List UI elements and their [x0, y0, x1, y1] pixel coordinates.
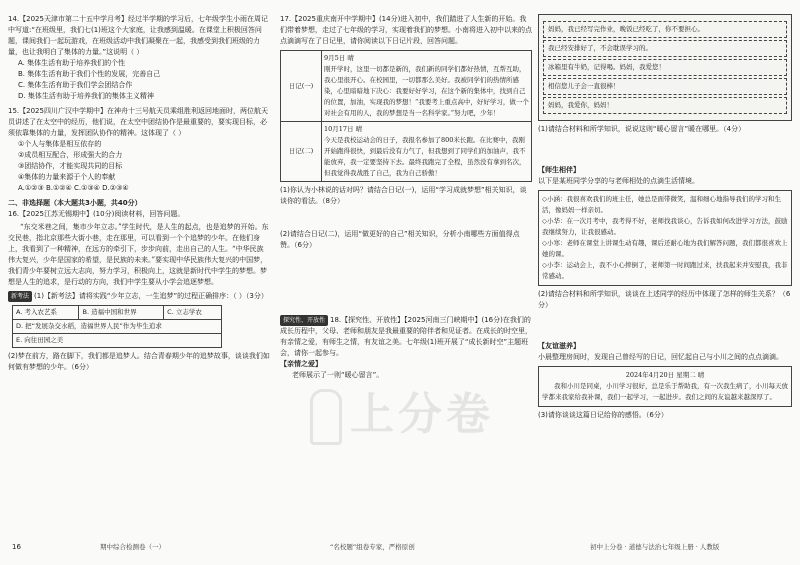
q16-sub2: (2)梦在前方，路在脚下，我们都是追梦人。结合青春期少年的追梦故事，谈谈我们如何做有梦想的少年。（6分）: [8, 352, 270, 371]
q15-answers: A.①②③ B.①②④ C.①③④ D.②③④: [18, 184, 129, 192]
qinqing-intro: 老师展示了一则“暖心留言”。: [292, 371, 384, 379]
page-number: 16: [12, 543, 21, 551]
q18-sub1: (1)请结合材料和所学知识，说说这则“暖心留言”暖在哪里。（4分）: [538, 125, 746, 133]
shangfen-watermark: 上分卷: [310, 378, 500, 448]
note-line: 我已经安排好了，不会耽误学习的。: [543, 40, 787, 57]
q15-item-1: ①个人与集体是相互依存的: [18, 140, 102, 148]
diary2-text: 今天是我校运动会的日子，我报名参加了800米长跑。在比赛中，我刚开始跑得很快，到最后没有力气了，但我想到了同学们的加油声，我不能放弃，我一定要坚持下去。最终我跑完了全程，虽然没有拿到名次，但我觉得我战胜了自己，我为自己骄傲！: [324, 136, 526, 177]
q18-stem: 探究性、开放性 18.【探究性、开放性】【2025河南三门峡期中】(16分)在我们的成长历程中，父母、老师和朋友是我最重要的陪伴者和见证者。在成长的时空里，有亲情之爱，有师生之情，有友谊之美。七年级(1)班开展了“成长新时空”主题班会，请你一起参与。: [280, 316, 532, 357]
q17-sub1: (1)你认为小林说的话对吗？请结合日记(一)，运用“学习成就梦想”相关知识，谈谈你的看法。（8分）: [280, 186, 527, 205]
q15-item-2: ②成员相互配合，形成强大的合力: [18, 151, 123, 159]
list-item: ◇小寒：老师在课堂上讲课生动有趣，课后还耐心地为我们解答问题，我们都很喜欢上她的课。: [542, 239, 788, 258]
q14-option-c: C. 集体生活有助于我们学会团结合作: [18, 81, 133, 89]
youyi-label: 【友谊滋养】: [538, 342, 580, 350]
open-question-badge: 探究性、开放性: [280, 315, 328, 326]
column-left: [8, 14, 270, 373]
footer-left: 期中综合检测卷（一）: [100, 543, 165, 551]
column-middle: [280, 14, 532, 381]
note-line: 冰箱里有牛奶，记得喝。妈妈，我爱您！: [543, 59, 787, 76]
table-row: [281, 51, 532, 122]
footer-middle: “名校题”组卷专家，严格原创: [330, 543, 415, 551]
note-line: 妈妈，我爱你，妈妈！: [543, 97, 787, 114]
note-line: 相信您儿子会一直很棒！: [543, 78, 787, 95]
question-18: [280, 315, 532, 381]
diary1-date: 9月5日 晴: [324, 54, 354, 62]
table-row: [281, 122, 532, 182]
table-row: [13, 306, 222, 320]
shisheng-intro: 以下是某班同学分享的与老师相处的点滴生活情境。: [538, 177, 699, 185]
question-15: [8, 106, 270, 194]
shisheng-label: 【师生相伴】: [538, 166, 580, 174]
q17-stem: 17.【2025重庆南开中学期中】(14分)进入初中，我们踏进了人生新的开始。我们带着梦想，走过了七年级的学习，实现着我们的梦想。小南将进入初中以来的点点滴滴写在了日记里，请你阅读以下日记片段，回答问题。: [280, 15, 532, 45]
q17-sub2: (2)请结合日记(二)，运用“做更好的自己”相关知识，分析小南哪些方面值得点赞。（6分）: [280, 230, 520, 249]
diary1-text: 刚开学时，这里一切都是新的，我们新的同学们都好热情，互帮互助，我心里很开心。在校园里，一切都那么美好。我被同学们的热情所感染，心里暗暗地下决心：我要好好学习，在这个新的集体中，找到自己的位置，加油，实现我的梦想！“我要考上重点高中，好好学习，做一个对社会有用的人，我的梦想是当一名科学家。”努力吧，少年！: [324, 65, 529, 117]
question-17: [280, 14, 532, 251]
section-2-title: 二、非选择题（本大题共3小题，共40分）: [8, 199, 142, 207]
youyi-intro: 小晨整理房间时，发现自己曾经写的日记，回忆起自己与小川之间的点点滴滴。: [538, 353, 783, 361]
q14-option-a: A. 集体生活有助于培养我们的个性: [18, 59, 126, 67]
list-item: ◇小华：在一次月考中，我考得不好，老师找我谈心，告诉我如何改进学习方法，鼓励我继续努力，让我很感动。: [542, 217, 788, 236]
q16-choices-table: [12, 305, 222, 348]
choice-b: B. 造福中国和世界: [79, 306, 164, 320]
rocket-icon: [310, 389, 342, 445]
choice-d: D. 把“发展杂交水稻，造福世界人民”作为毕生追求: [13, 320, 222, 334]
footer-right: 初中上分卷 · 道德与法治七年级上册 · 人教版: [590, 543, 720, 551]
diary1-label: 日记(一): [281, 51, 322, 122]
qinqing-label: 【亲情之爱】: [280, 360, 322, 368]
youyi-text: 我和小川是同桌，小川学习很好，总是乐于帮助我，有一次我生病了，小川每天放学都来我家给我补课，我们一起学习，一起进步。我们之间的友谊越来越深厚了。: [542, 382, 788, 401]
diary2-date: 10月17日 晴: [324, 125, 363, 133]
choice-a: A. 考入农艺系: [13, 306, 79, 320]
column-right: [538, 14, 792, 421]
diary-table: [280, 50, 532, 182]
question-14: [8, 14, 270, 102]
table-row: [13, 320, 222, 334]
q15-item-4: ④集体的力量来源于个人的奉献: [18, 173, 116, 181]
q16-material: “东交米巷之间，集市少年立志。”学生时代，是人生的起点，也是追梦的开始。东交民巷，指北京那些大街小巷，走在那里，可以看到一个个追梦的少年。在他们身上，我看到了一种精神，在远方的牵引下，步步向前，走出自己的人生。“中华民族伟大复兴，少年是国家的希望，是民族的未来。”要实现中华民族伟大复兴的中国梦，我们青少年要树立远大志向，努力学习，积极向上，这就是新时代中学生的梦想。梦想是人生的追求，是行动的方向，我们中学生要从小学会追逐梦想。: [8, 223, 269, 286]
q14-option-d: D. 集体生活有助于培养我们的集体主义精神: [18, 92, 154, 100]
q16-sub1: 新考法 (1)【新考法】请将实践“少年立志，一生追梦”的过程正确排序：（ ）（3分）: [8, 291, 270, 302]
friendship-diary-box: [538, 366, 792, 407]
diary2-label: 日记(二): [281, 122, 322, 182]
q18-sub2: (2)请结合材料和所学知识，谈谈在上述同学的经历中体现了怎样的师生关系？（6分）: [538, 290, 791, 309]
warm-message-note: [538, 14, 792, 121]
choice-e: E. 向往田园之美: [13, 334, 222, 348]
q15-stem: 15.【2025四川广汉中学期中】在神舟十三号航天员乘组胜利返回地面时，两位航天员讲述了在太空中的经历，他们说，在太空中团结协作是最重要的，要实现目标，必须依靠集体的力量，发挥团队协作的精神。这体现了（ ）: [8, 107, 268, 137]
new-method-badge: 新考法: [8, 291, 32, 302]
q18-sub3: (3)请你谈谈这篇日记给你的感悟。（6分）: [538, 411, 668, 419]
list-item: ◇小涵：我很喜欢我们的班主任，她总是面带微笑，温和细心地指导我们的学习和生活，像妈妈一样亲切。: [542, 195, 781, 214]
q14-option-b: B. 集体生活有助于我们个性的发展，完善自己: [18, 70, 161, 78]
q14-stem: 14.【2025天津市第二十五中学月考】经过半学期的学习后，七年级学生小雨在周记中写道:“在班级里，我们七(1)班这个大家庭，让我感到温暖。在课堂上积极回答问题，课间我们一起玩游戏，在班级活动中我们凝聚在一起，我感受到我们班级的力量，也让我明白了集体的力量。”这说明（ ）: [8, 15, 268, 56]
teacher-student-box: [538, 190, 792, 286]
choice-c: C. 立志学农: [164, 306, 222, 320]
list-item: ◇小李：运动会上，我不小心摔倒了，老师第一时间跑过来，扶我起来并安慰我，我非常感动。: [542, 261, 788, 280]
q16-stem: 16.【2025江苏无锡期中】(10分)阅读材料，回答问题。: [8, 210, 185, 218]
note-line: 妈妈，我已经写完作业，晚饭已经吃了，你不要担心。: [543, 21, 787, 38]
table-row: [13, 334, 222, 348]
youyi-date: 2024年4月20日 星期二 晴: [625, 371, 705, 379]
q15-item-3: ③团结协作，才能实现共同的目标: [18, 162, 123, 170]
question-16: [8, 209, 270, 373]
